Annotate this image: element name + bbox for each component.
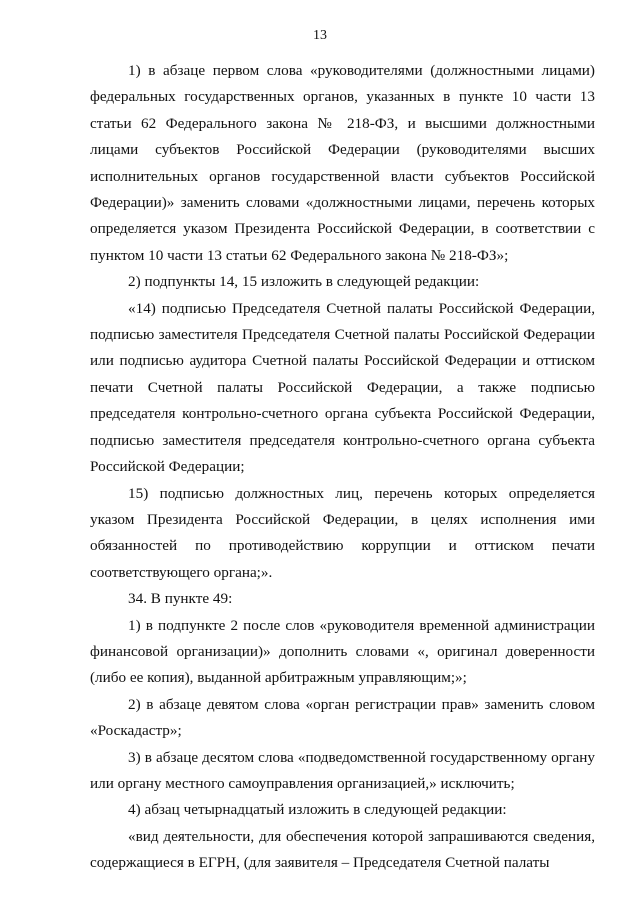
paragraph-subitems-14-15-intro: 2) подпункты 14, 15 изложить в следующей редакции: [128, 273, 480, 291]
paragraph-item-34-subitem-2: 2) в абзаце девятом слова «орган регистрации прав» заменить словом «Роскадастр»; [90, 695, 595, 740]
paragraph-item-34-subitem-1: 1) в подпункте 2 после слов «руководителя временной администрации финансовой организации)» дополнить словами «, оригинал доверенности (либо ее копия), выданной арбитражным управляющим;»; [90, 616, 595, 687]
paragraph-subitem-14: «14) подписью Председателя Счетной палаты Российской Федерации, подписью заместителя Председателя Счетной палаты Российской Федерации или подписью аудитора Счетной палаты Российской Федерации и оттиском печати Счетной палаты Российской Федерации, а также подписью председателя контрольно-счетного органа субъекта Российской Федерации, подписью заместителя председателя контрольно-счетного органа субъекта Российской Федерации; [90, 299, 595, 476]
document-body [90, 58, 595, 877]
paragraph-new-abzac-text: «вид деятельности, для обеспечения которой запрашиваются сведения, содержащиеся в ЕГРН, (для заявителя – Председателя Счетной палаты [90, 827, 595, 872]
paragraph-subitem-15: 15) подписью должностных лиц, перечень которых определяется указом Президента Российской Федерации, в целях исполнения ими обязанностей по противодействию коррупции и оттиском печати соответствующего органа;». [90, 484, 595, 581]
paragraph-item-34-subitem-4: 4) абзац четырнадцатый изложить в следующей редакции: [128, 801, 507, 819]
paragraph-item-34-heading: 34. В пункте 49: [128, 590, 233, 608]
page-number: 13 [313, 28, 327, 43]
paragraph-item-34-subitem-3: 3) в абзаце десятом слова «подведомственной государственному органу или органу местного самоуправления организацией,» исключить; [90, 748, 595, 792]
paragraph-subitem-1-first-abzac: 1) в абзаце первом слова «руководителями (должностными лицами) федеральных государственных органов, указанных в пункте 10 части 13 статьи 62 Федерального закона № 218-ФЗ, и высшими должностными лицами субъектов Российской Федерации (руководителями высших исполнительных органов государственной власти субъектов Российской Федерации)» заменить словами «должностными лицами, перечень которых определяется указом Президента Российской Федерации, в соответствии с пунктом 10 части 13 статьи 62 Федерального закона № 218-ФЗ»; [90, 62, 595, 264]
